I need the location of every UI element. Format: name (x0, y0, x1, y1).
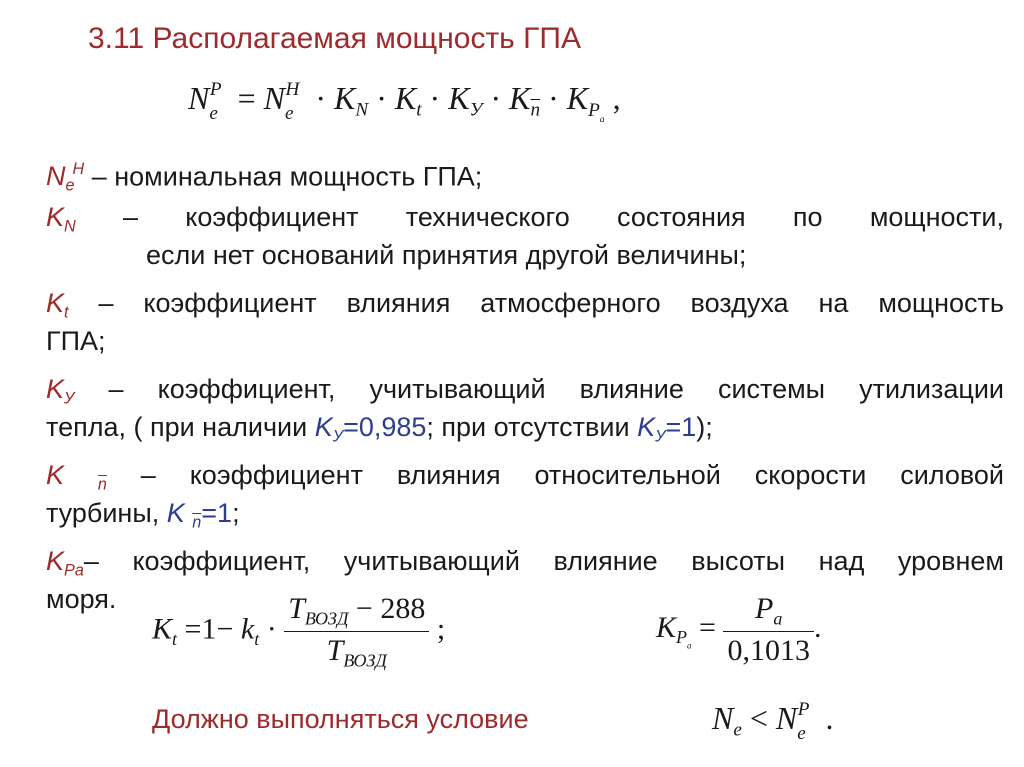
formula-kpa: $K_{P_a}$ = $\frac{P_a}{0,1013}$ . (656, 592, 822, 668)
def-kn2-line2: турбины, K $_{\overline{n}}$=1; (46, 498, 240, 532)
def-kpa-line1: $K_{Pa}-$ коэффициент, учитывающий влияние высоты над уровнем (46, 546, 1004, 580)
condition-label: Должно выполняться условие (152, 704, 529, 734)
def-kn2-line1: K $_{\overline{n}}$ – коэффициент влияния относительной скорости силовой (46, 460, 1004, 494)
def-ne-text: – номинальная мощность ГПА; (91, 161, 483, 192)
def-ne: $N_e^H$ – номинальная мощность ГПА; (46, 160, 483, 195)
def-kt-line2: ГПА; (46, 326, 106, 356)
condition-formula: $N_e < N_e^P$ . (712, 699, 834, 744)
def-kn-line1: $K_N$ – коэффициент технического состояния по мощности, (46, 202, 1004, 236)
def-ky-line1: $K_У$ – коэффициент, учитывающий влияние системы утилизации (46, 374, 1004, 408)
main-formula: $N_e^P = N_e^H \cdot K_N \cdot K_t \cdot K_У \cdot K_{\overline{n}} \cdot K_{P_a}$ , (188, 79, 621, 125)
def-kt-line1: $K_t$ – коэффициент влияния атмосферного воздуха на мощность (46, 288, 1004, 322)
def-kn-line2: если нет оснований принятия другой величины; (146, 240, 747, 270)
formula-kt: $K_t =1- k_t$ · $\frac{T_{ВОЗД} - 288}{T_{ВОЗД}}$ ; (152, 592, 446, 671)
slide-title: 3.11 Располагаемая мощность ГПА (88, 22, 581, 55)
def-ky-line2: тепла, ( при наличии $K_У=0,985$; при отсутствии $K_У=1$); (46, 412, 713, 446)
def-kpa-line2: моря. (46, 584, 117, 614)
